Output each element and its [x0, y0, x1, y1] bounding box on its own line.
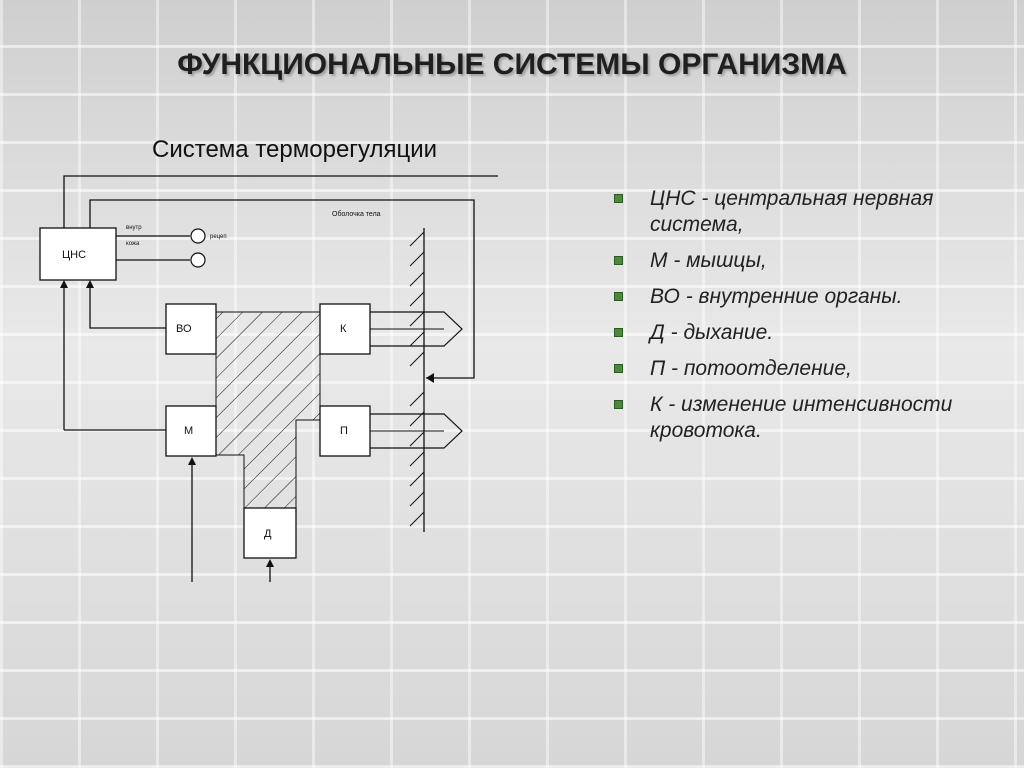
legend-item	[612, 320, 972, 346]
sensor-top-icon	[191, 229, 205, 243]
bullet-icon	[614, 292, 623, 301]
bullet-icon	[614, 194, 623, 203]
legend-text: Д - дыхание.	[650, 321, 774, 344]
shell-label: Оболочка тела	[332, 211, 381, 218]
sensor-top-label: внутр	[126, 225, 142, 231]
legend-item	[612, 356, 972, 382]
bullet-icon	[614, 400, 623, 409]
legend-text: К - изменение интенсивности кровотока.	[650, 393, 953, 442]
block-k-label: К	[340, 323, 347, 335]
sensor-bottom-icon	[191, 253, 205, 267]
block-d-label: Д	[264, 528, 272, 540]
block-p-label: П	[340, 425, 348, 437]
shell-hatching	[410, 232, 424, 526]
legend-text: М - мышцы,	[650, 249, 767, 272]
block-vo-label: ВО	[176, 323, 192, 335]
diagram-subtitle: Система терморегуляции	[152, 136, 438, 163]
heat-area	[216, 312, 320, 508]
legend-text: ВО - внутренние органы.	[650, 285, 903, 308]
legend-text: П - потоотделение,	[650, 357, 852, 380]
block-m-label: М	[184, 425, 194, 437]
bullet-icon	[614, 364, 623, 373]
block-cns-label: ЦНС	[62, 249, 87, 261]
legend-item	[612, 284, 972, 310]
bullet-icon	[614, 328, 623, 337]
sensor-bottom-label: кожа	[126, 241, 140, 247]
legend-text: ЦНС - центральная нервная система,	[650, 187, 934, 236]
receptors-label: рецеп	[210, 234, 227, 240]
legend-item	[612, 186, 972, 238]
legend-item	[612, 248, 972, 274]
legend-list	[612, 186, 972, 454]
bullet-icon	[614, 256, 623, 265]
slide-title: ФУНКЦИОНАЛЬНЫЕ СИСТЕМЫ ОРГАНИЗМА	[177, 48, 847, 81]
legend-item	[612, 392, 972, 444]
feedback-line-outer	[64, 176, 498, 228]
